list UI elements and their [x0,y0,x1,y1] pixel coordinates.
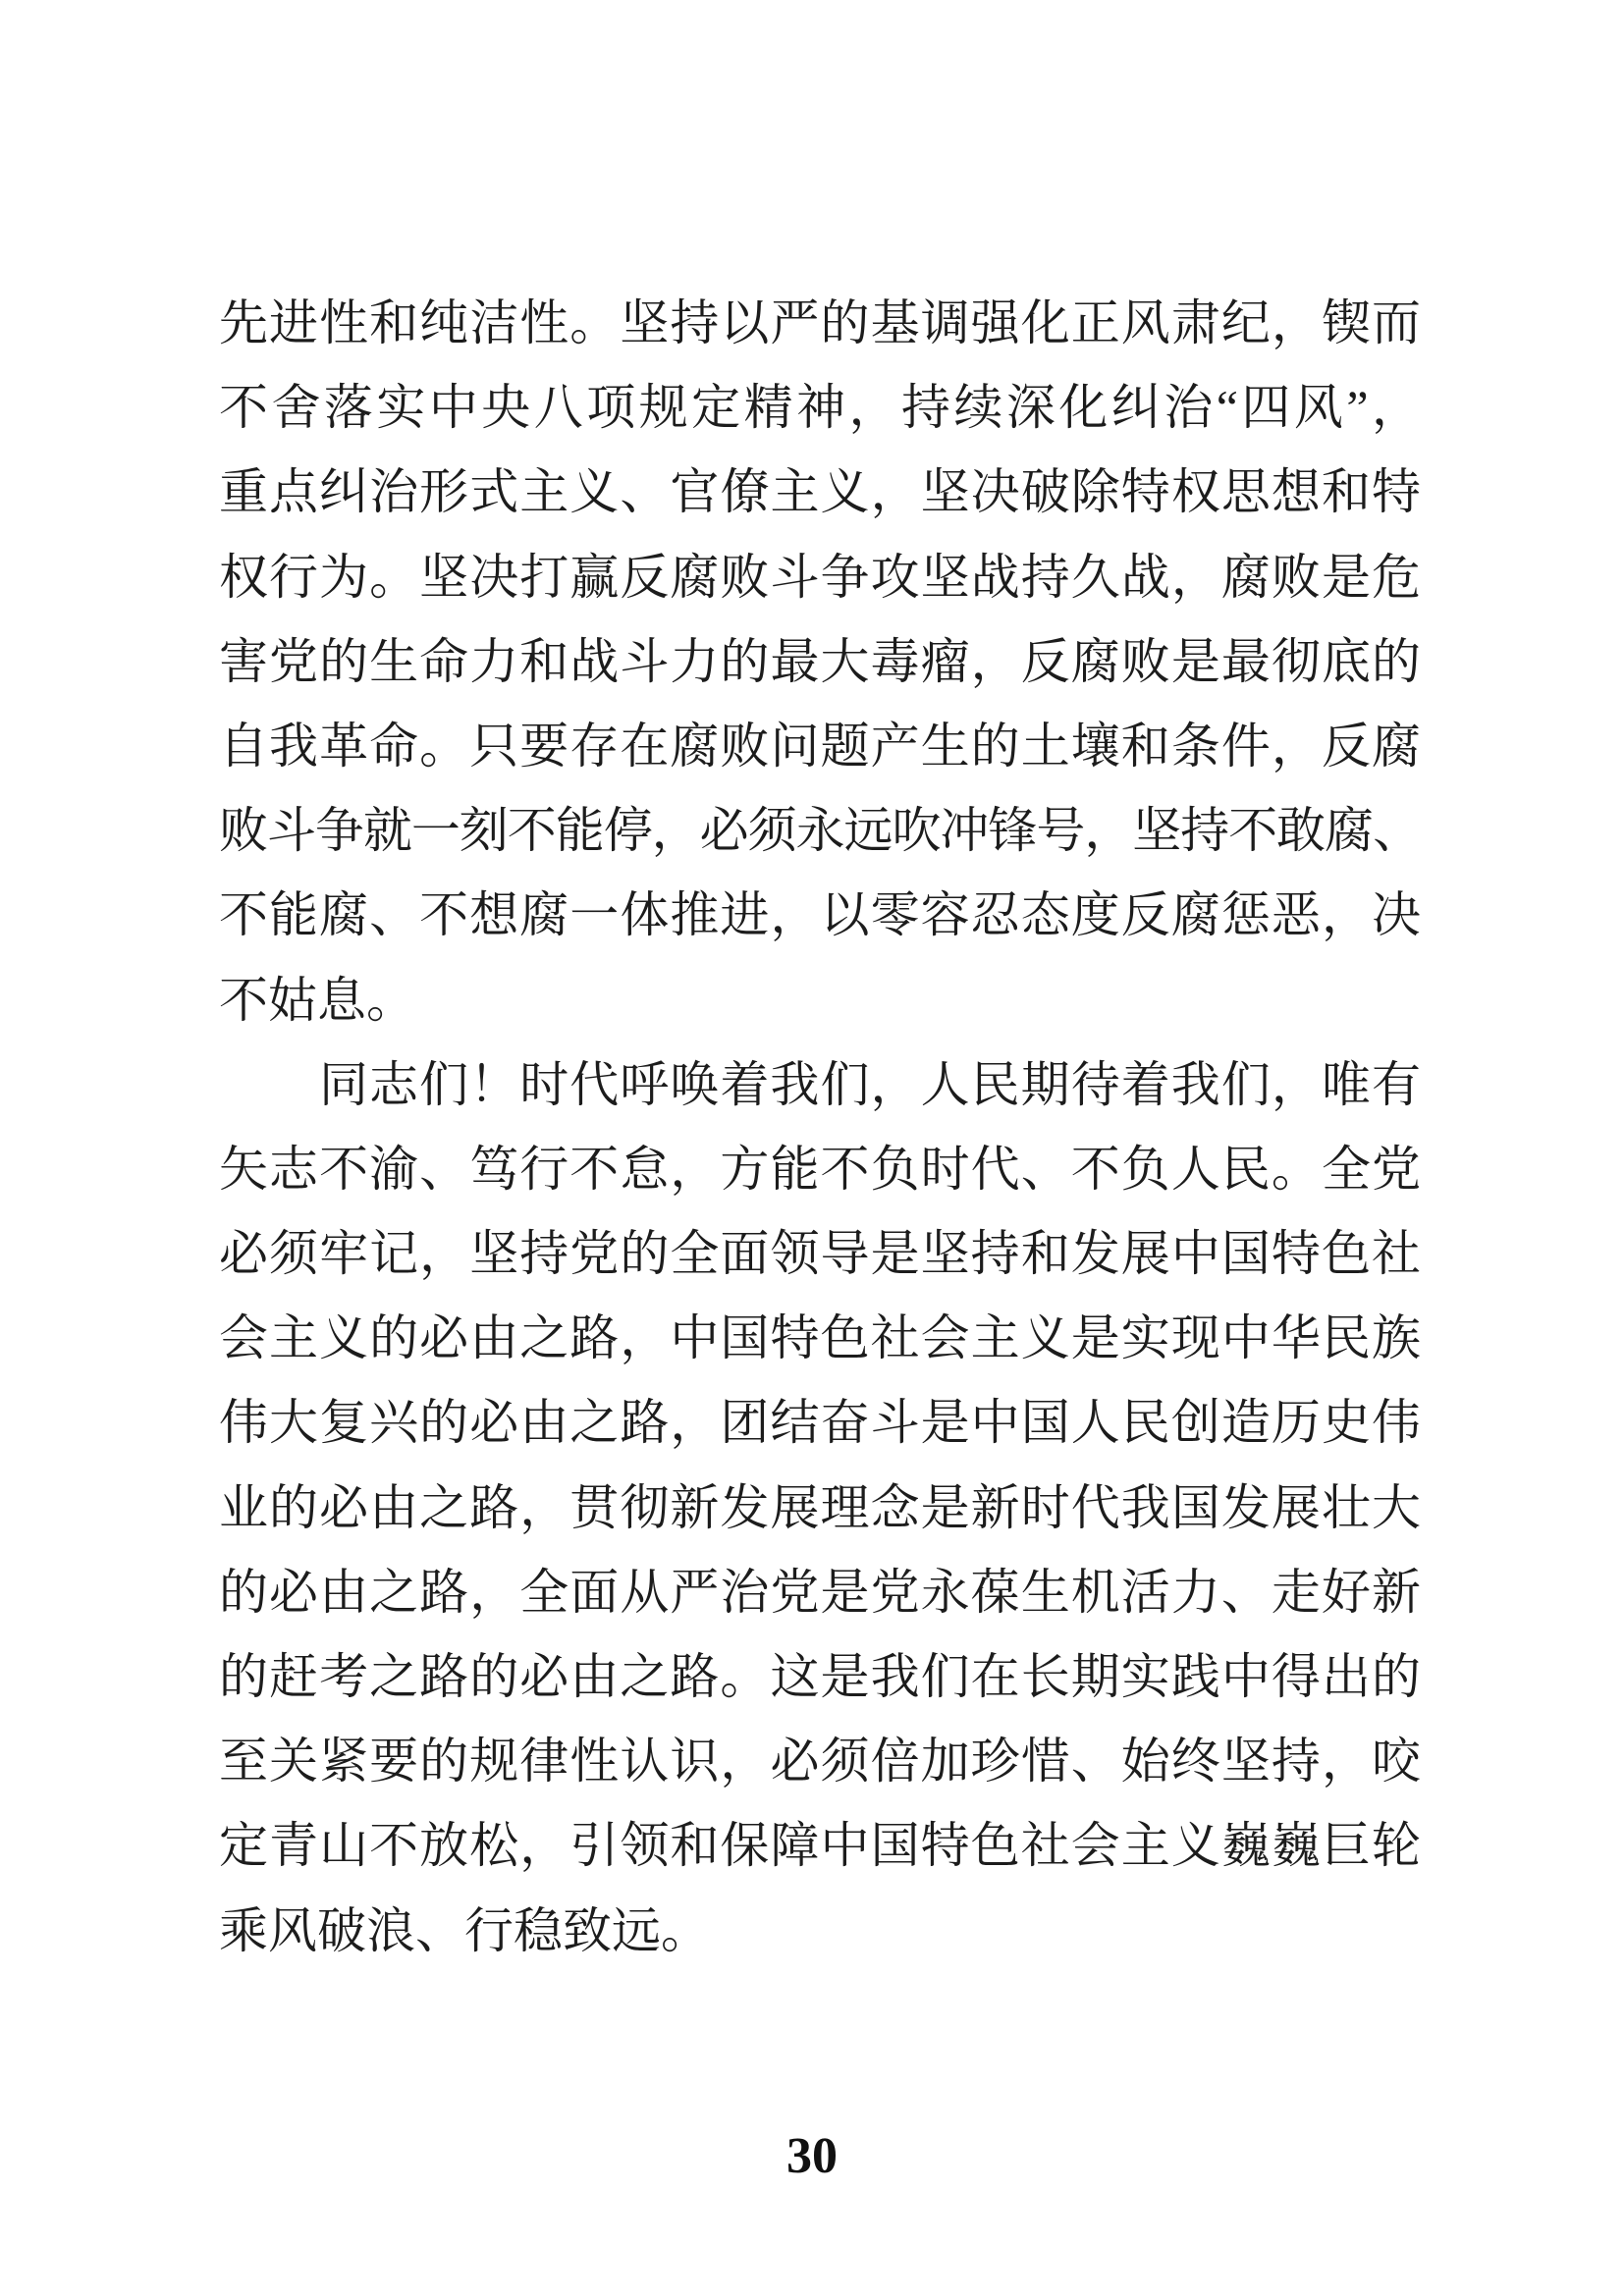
text-line: 不舍落实中央八项规定精神，持续深化纠治“四风”， [219,380,1421,436]
text-line: 必须牢记，坚持党的全面领导是坚持和发展中国特色社 [219,1226,1421,1282]
text-line: 自我革命。只要存在腐败问题产生的土壤和条件，反腐 [219,718,1421,774]
text-line: 矢志不渝、笃行不怠，方能不负时代、不负人民。全党 [219,1141,1421,1197]
text-line: 会主义的必由之路，中国特色社会主义是实现中华民族 [219,1310,1421,1366]
text-line: 的赶考之路的必由之路。这是我们在长期实践中得出的 [219,1649,1421,1704]
text-line: 害党的生命力和战斗力的最大毒瘤，反腐败是最彻底的 [219,633,1421,689]
text-line: 先进性和纯洁性。坚持以严的基调强化正风肃纪，锲而 [219,295,1421,350]
body-text [219,281,1421,1973]
text-line: 不能腐、不想腐一体推进，以零容忍态度反腐惩恶，决 [219,887,1421,943]
page-number: 30 [786,2128,838,2184]
text-line: 的必由之路，全面从严治党是党永葆生机活力、走好新 [219,1564,1421,1620]
text-line: 同志们！时代呼唤着我们，人民期待着我们，唯有 [319,1056,1421,1112]
text-line: 权行为。坚决打赢反腐败斗争攻坚战持久战，腐败是危 [219,549,1421,605]
text-line: 重点纠治形式主义、官僚主义，坚决破除特权思想和特 [219,464,1421,520]
text-line: 业的必由之路，贯彻新发展理念是新时代我国发展壮大 [219,1479,1421,1535]
text-line: 败斗争就一刻不能停，必须永远吹冲锋号，坚持不敢腐、 [219,803,1421,859]
text-line: 乘风破浪、行稳致远。 [219,1902,710,1958]
text-line: 定青山不放松，引领和保障中国特色社会主义巍巍巨轮 [219,1818,1421,1874]
text-line: 不姑息。 [219,972,415,1028]
text-line: 伟大复兴的必由之路，团结奋斗是中国人民创造历史伟 [219,1395,1421,1451]
text-line: 至关紧要的规律性认识，必须倍加珍惜、始终坚持，咬 [219,1734,1421,1789]
